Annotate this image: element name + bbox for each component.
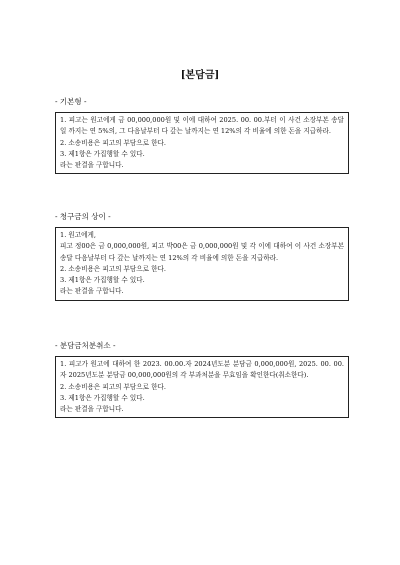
box-line: 3. 제1항은 가집행할 수 있다. bbox=[60, 276, 145, 285]
section-box-claim-diff bbox=[55, 227, 349, 301]
section-label-claim-diff: - 청구금의 상이 - bbox=[55, 212, 111, 221]
box-line: 라는 판결을 구합니다. bbox=[60, 405, 124, 414]
box-line: 라는 판결을 구합니다. bbox=[60, 287, 124, 296]
box-line: 2. 소송비용은 피고의 부담으로 한다. bbox=[60, 138, 166, 147]
box-line: 3. 제1항은 가집행할 수 있다. bbox=[60, 393, 145, 402]
box-line: 3. 제1항은 가집행할 수 있다. bbox=[60, 149, 145, 158]
box-line: 1. 원고에게, bbox=[60, 231, 96, 239]
box-line: 1. 피고는 원고에게 금 00,000,000원 및 이에 대하여 2025. 00. 00.부터 이 사건 소장부본 송달일 까지는 연 5%의, 그 다음날부터 다 갚는 날까지는 연 12%의 각 비율에 의한 돈을 지급하라. bbox=[60, 116, 344, 136]
box-line: 라는 판결을 구합니다. bbox=[60, 161, 124, 170]
page-title: [본담금] bbox=[180, 70, 220, 81]
box-line: 2. 소송비용은 피고의 부담으로 한다. bbox=[60, 264, 166, 273]
box-line: 피고 정00은 금 0,000,000원, 피고 박00은 금 0,000,000원 및 각 이에 대하여 이 사건 소장부본 송달 다음날부터 다 갚는 날까지는 연 12%의 각 비율에 의한 돈을 지급하라. bbox=[60, 242, 344, 262]
box-line: 2. 소송비용은 피고의 부담으로 한다. bbox=[60, 382, 166, 391]
box-line: 1. 피고가 원고에 대하여 한 2023. 00.00.자 2024년도분 분담금 0,000,000원, 2025. 00. 00.자 2025년도분 분담금 00,000,000원의 각 부과처분을 무효임을 확인한다(취소한다). bbox=[60, 360, 344, 380]
section-box-basic bbox=[55, 112, 349, 174]
section-label-cancellation: - 분담금처분취소 - bbox=[55, 341, 116, 350]
section-label-basic: - 기본형 - bbox=[55, 97, 87, 106]
section-box-cancellation bbox=[55, 356, 349, 418]
